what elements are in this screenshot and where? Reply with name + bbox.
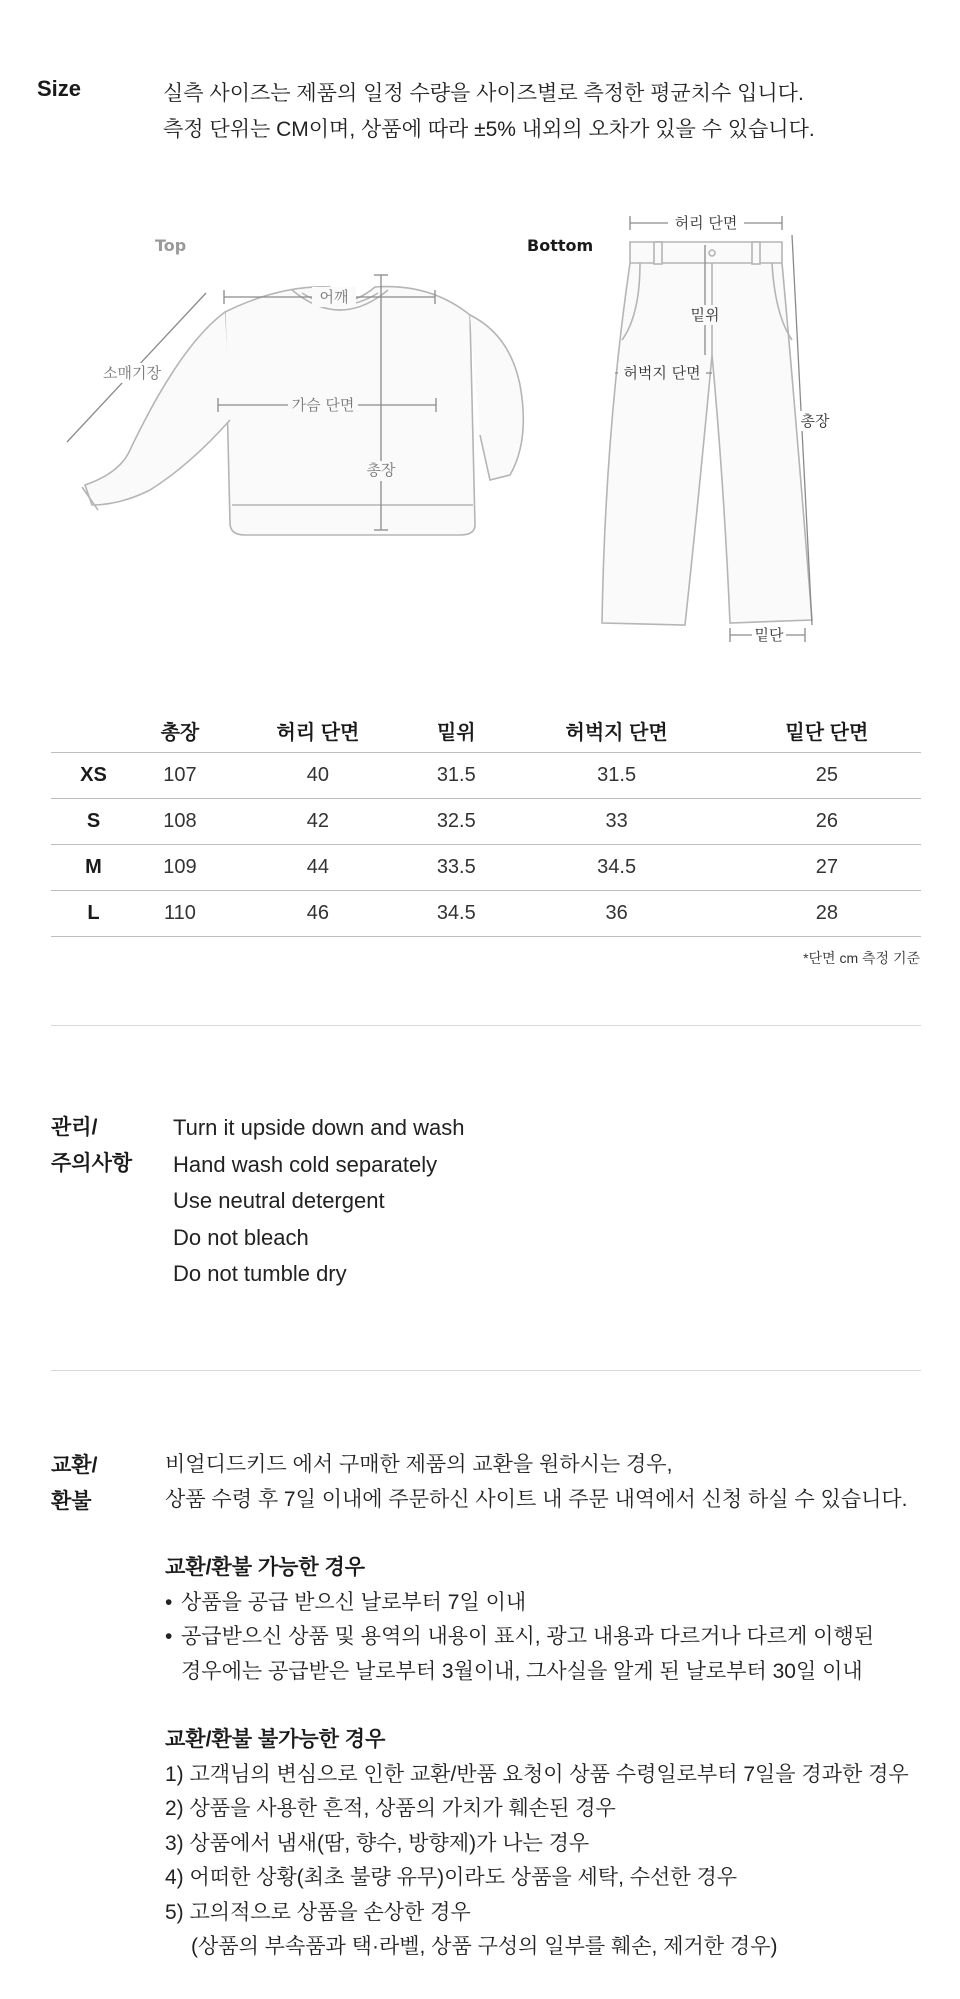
- bottom-length-label: 총장: [800, 412, 830, 430]
- care-section-label: [51, 1110, 132, 1182]
- care-instructions-list: [173, 1110, 464, 1293]
- exchange-intro-line: 비얼디드키드 에서 구매한 제품의 교환을 원하시는 경우,: [165, 1453, 673, 1476]
- table-cell: 31.5: [412, 752, 500, 798]
- table-header-row: [51, 710, 921, 752]
- table-cell: 42: [224, 798, 412, 844]
- table-cell: 34.5: [501, 844, 733, 890]
- table-note: *단면 cm 측정 기준: [803, 950, 920, 966]
- table-header-cell: 밑위: [412, 710, 500, 752]
- exchange-possible-title: 교환/환불 가능한 경우: [165, 1556, 366, 1579]
- size-table: [51, 710, 921, 937]
- table-cell: 33.5: [412, 844, 500, 890]
- bottom-hem-label: 밑단: [754, 626, 784, 644]
- table-cell: 36: [501, 890, 733, 936]
- table-row: [51, 752, 921, 798]
- size-section-label: Size: [37, 76, 82, 101]
- table-cell: 26: [733, 798, 921, 844]
- table-cell: 109: [136, 844, 224, 890]
- size-description: [163, 76, 815, 148]
- garment-illustration: [40, 205, 920, 655]
- table-cell: 110: [136, 890, 224, 936]
- list-item: [165, 1586, 925, 1621]
- exchange-impossible-note: (상품의 부속품과 택·라벨, 상품 구성의 일부를 훼손, 제거한 경우): [191, 1935, 778, 1958]
- table-cell: 107: [136, 752, 224, 798]
- section-divider: [51, 1025, 921, 1026]
- top-length-label: 총장: [366, 461, 396, 479]
- table-header-cell: 밑단 단면: [733, 710, 921, 752]
- list-item: [165, 1620, 925, 1655]
- size-name-cell: M: [51, 844, 136, 890]
- exchange-impossible-item: 1) 고객님의 변심으로 인한 교환/반품 요청이 상품 수령일로부터 7일을 경과한 경우: [165, 1762, 909, 1786]
- table-cell: 33: [501, 798, 733, 844]
- size-name-cell: L: [51, 890, 136, 936]
- section-divider: [51, 1370, 921, 1371]
- exchange-label-line: 교환/: [51, 1454, 98, 1477]
- care-instruction: Turn it upside down and wash: [173, 1115, 465, 1140]
- care-label-line: 관리/: [51, 1116, 98, 1139]
- table-header-cell: 총장: [136, 710, 224, 752]
- table-row: [51, 798, 921, 844]
- exchange-intro-line: 상품 수령 후 7일 이내에 주문하신 사이트 내 주문 내역에서 신청 하실 수 있습니다.: [165, 1487, 908, 1511]
- bullet-icon: •: [165, 1590, 173, 1614]
- table-cell: 46: [224, 890, 412, 936]
- exchange-label-line: 환불: [51, 1490, 92, 1513]
- exchange-possible-item: 공급받으신 상품 및 용역의 내용이 표시, 광고 내용과 다르거나 다르게 이행된: [181, 1625, 875, 1648]
- table-cell: 27: [733, 844, 921, 890]
- care-instruction: Do not bleach: [173, 1224, 309, 1250]
- bottom-thigh-label: 허벅지 단면: [623, 364, 701, 382]
- table-cell: 34.5: [412, 890, 500, 936]
- exchange-policy-body: [165, 1448, 925, 1965]
- care-label-line: 주의사항: [51, 1152, 133, 1175]
- size-diagram: [40, 205, 920, 655]
- care-instruction: Do not tumble dry: [173, 1261, 347, 1286]
- table-cell: 40: [224, 752, 412, 798]
- table-cell: 44: [224, 844, 412, 890]
- exchange-impossible-item: 3) 상품에서 냄새(땀, 향수, 방향제)가 나는 경우: [165, 1831, 590, 1855]
- bottom-pants-drawing: [602, 242, 812, 625]
- table-cell: 32.5: [412, 798, 500, 844]
- exchange-possible-item: 상품을 공급 받으신 날로부터 7일 이내: [181, 1590, 527, 1614]
- care-instruction: Hand wash cold separately: [173, 1151, 438, 1177]
- table-cell: 108: [136, 798, 224, 844]
- top-sleeve-label: 소매기장: [103, 364, 161, 382]
- size-description-line: 측정 단위는 CM이며, 상품에 따라 ±5% 내외의 오차가 있을 수 있습니다.: [163, 118, 815, 141]
- exchange-possible-item-continued: 경우에는 공급받은 날로부터 3월이내, 그사실을 알게 된 날로부터 30일 이내: [181, 1659, 863, 1683]
- care-instruction: Use neutral detergent: [173, 1188, 385, 1213]
- top-shoulder-label: 어깨: [319, 288, 349, 306]
- top-title: Top: [155, 236, 187, 255]
- exchange-impossible-item: 5) 고의적으로 상품을 손상한 경우: [165, 1900, 471, 1924]
- bottom-waist-label: 허리 단면: [674, 214, 738, 232]
- table-header-cell: 허리 단면: [224, 710, 412, 752]
- bullet-icon: •: [165, 1625, 173, 1648]
- table-cell: 28: [733, 890, 921, 936]
- table-row: [51, 890, 921, 936]
- exchange-impossible-item: 4) 어떠한 상황(최초 불량 유무)이라도 상품을 세탁, 수선한 경우: [165, 1866, 738, 1889]
- exchange-impossible-title: 교환/환불 불가능한 경우: [165, 1728, 386, 1751]
- size-name-cell: S: [51, 798, 136, 844]
- table-header-cell: [51, 710, 136, 752]
- table-cell: 25: [733, 752, 921, 798]
- table-header-cell: 허벅지 단면: [501, 710, 733, 752]
- size-description-line: 실측 사이즈는 제품의 일정 수량을 사이즈별로 측정한 평균치수 입니다.: [163, 82, 804, 105]
- exchange-section-label: [51, 1448, 97, 1520]
- exchange-impossible-item: 2) 상품을 사용한 흔적, 상품의 가치가 훼손된 경우: [165, 1797, 616, 1820]
- bottom-rise-label: 밑위: [690, 306, 720, 324]
- bottom-title: Bottom: [527, 236, 594, 255]
- size-name-cell: XS: [51, 752, 136, 798]
- table-row: [51, 844, 921, 890]
- top-chest-label: 가슴 단면: [291, 396, 355, 414]
- table-cell: 31.5: [501, 752, 733, 798]
